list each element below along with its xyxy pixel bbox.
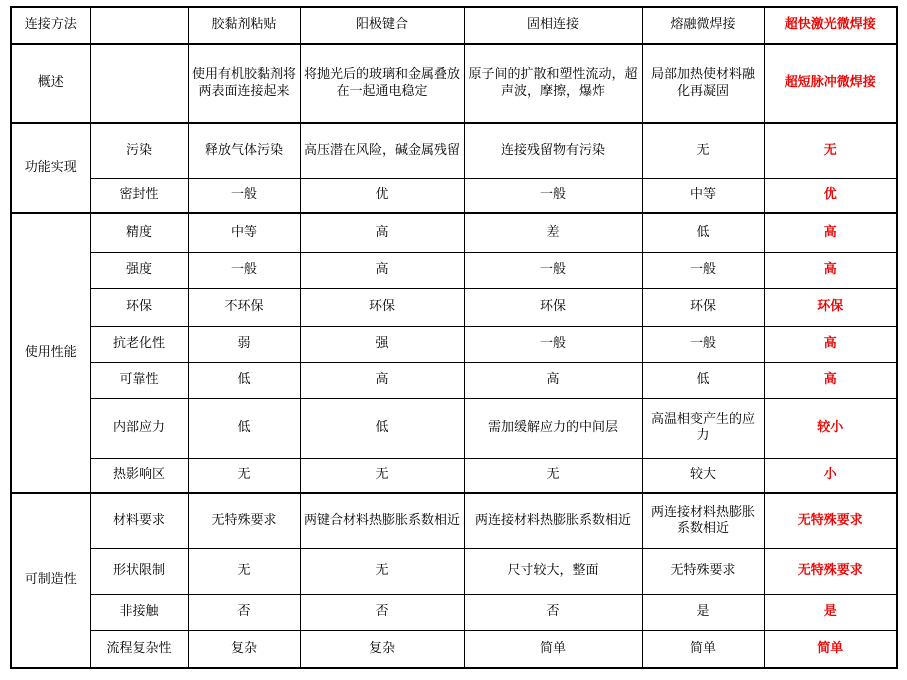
cell: 中等	[642, 178, 764, 213]
cell: 一般	[642, 252, 764, 288]
cell: 一般	[464, 252, 642, 288]
cell-highlight: 超短脉冲微焊接	[764, 44, 897, 123]
cell: 简单	[464, 630, 642, 668]
method-header: 固相连接	[464, 7, 642, 44]
cell: 两连接材料热膨胀系数相近	[464, 493, 642, 548]
cell-highlight: 优	[764, 178, 897, 213]
empty-cell	[90, 44, 188, 123]
cell: 环保	[642, 288, 764, 326]
table-row	[11, 398, 897, 458]
cell: 较大	[642, 458, 764, 493]
row-label: 强度	[90, 252, 188, 288]
header-row	[11, 7, 897, 44]
table-row	[11, 288, 897, 326]
cell: 低	[642, 362, 764, 398]
table-row	[11, 178, 897, 213]
cell: 原子间的扩散和塑性流动，超声波，摩擦，爆炸	[464, 44, 642, 123]
cell: 释放气体污染	[188, 123, 300, 178]
cell: 否	[300, 594, 464, 630]
cell: 简单	[642, 630, 764, 668]
row-label: 精度	[90, 213, 188, 252]
cell: 无	[188, 458, 300, 493]
cell: 低	[642, 213, 764, 252]
cell-highlight: 环保	[764, 288, 897, 326]
method-header: 胶黏剂粘贴	[188, 7, 300, 44]
cell: 将抛光后的玻璃和金属叠放在一起通电稳定	[300, 44, 464, 123]
cell: 两连接材料热膨胀系数相近	[642, 493, 764, 548]
cell: 无特殊要求	[188, 493, 300, 548]
cell: 无	[642, 123, 764, 178]
cell-highlight: 高	[764, 326, 897, 362]
row-label: 可靠性	[90, 362, 188, 398]
cell: 优	[300, 178, 464, 213]
table-row	[11, 213, 897, 252]
cell: 尺寸较大，整面	[464, 548, 642, 594]
table-row	[11, 458, 897, 493]
cell: 局部加热使材料融化再凝固	[642, 44, 764, 123]
cell: 高	[300, 362, 464, 398]
row-label: 形状限制	[90, 548, 188, 594]
group-label: 功能实现	[11, 123, 90, 213]
cell-highlight: 无	[764, 123, 897, 178]
cell: 无特殊要求	[642, 548, 764, 594]
table-row	[11, 326, 897, 362]
cell: 高温相变产生的应力	[642, 398, 764, 458]
cell: 无	[300, 458, 464, 493]
cell-highlight: 是	[764, 594, 897, 630]
cell: 连接残留物有污染	[464, 123, 642, 178]
cell: 是	[642, 594, 764, 630]
cell: 一般	[464, 326, 642, 362]
cell: 低	[188, 362, 300, 398]
cell-highlight: 小	[764, 458, 897, 493]
table-row	[11, 252, 897, 288]
cell: 一般	[642, 326, 764, 362]
group-label: 使用性能	[11, 213, 90, 493]
cell: 不环保	[188, 288, 300, 326]
row-label: 抗老化性	[90, 326, 188, 362]
cell: 低	[300, 398, 464, 458]
cell: 需加缓解应力的中间层	[464, 398, 642, 458]
overview-row	[11, 44, 897, 123]
row-label: 污染	[90, 123, 188, 178]
cell: 高	[300, 252, 464, 288]
cell: 一般	[188, 252, 300, 288]
cell-highlight: 高	[764, 362, 897, 398]
cell: 弱	[188, 326, 300, 362]
row-label: 非接触	[90, 594, 188, 630]
table-row	[11, 362, 897, 398]
cell-highlight: 无特殊要求	[764, 493, 897, 548]
cell: 否	[188, 594, 300, 630]
cell: 无	[464, 458, 642, 493]
cell-highlight: 简单	[764, 630, 897, 668]
cell: 环保	[300, 288, 464, 326]
cell: 差	[464, 213, 642, 252]
row-label: 热影响区	[90, 458, 188, 493]
method-header: 阳极键合	[300, 7, 464, 44]
row-label: 材料要求	[90, 493, 188, 548]
cell-highlight: 高	[764, 213, 897, 252]
cell: 环保	[464, 288, 642, 326]
table-row	[11, 548, 897, 594]
cell: 高压潜在风险，碱金属残留	[300, 123, 464, 178]
cell: 使用有机胶黏剂将两表面连接起来	[188, 44, 300, 123]
cell: 强	[300, 326, 464, 362]
cell: 高	[300, 213, 464, 252]
cell-highlight: 无特殊要求	[764, 548, 897, 594]
table-row	[11, 493, 897, 548]
method-header-highlight: 超快激光微焊接	[764, 7, 897, 44]
cell-highlight: 较小	[764, 398, 897, 458]
corner-label: 连接方法	[11, 7, 90, 44]
cell: 无	[188, 548, 300, 594]
cell: 中等	[188, 213, 300, 252]
cell: 否	[464, 594, 642, 630]
cell: 一般	[188, 178, 300, 213]
method-header: 熔融微焊接	[642, 7, 764, 44]
group-label: 可制造性	[11, 493, 90, 668]
row-label: 环保	[90, 288, 188, 326]
comparison-table	[10, 6, 898, 669]
row-label: 内部应力	[90, 398, 188, 458]
table-row	[11, 594, 897, 630]
cell: 低	[188, 398, 300, 458]
row-label: 密封性	[90, 178, 188, 213]
cell: 复杂	[300, 630, 464, 668]
cell: 一般	[464, 178, 642, 213]
table-row	[11, 123, 897, 178]
cell-highlight: 高	[764, 252, 897, 288]
cell: 复杂	[188, 630, 300, 668]
table-row	[11, 630, 897, 668]
cell: 高	[464, 362, 642, 398]
row-label: 流程复杂性	[90, 630, 188, 668]
corner-empty-cell	[90, 7, 188, 44]
cell: 无	[300, 548, 464, 594]
row-label: 概述	[11, 44, 90, 123]
cell: 两键合材料热膨胀系数相近	[300, 493, 464, 548]
